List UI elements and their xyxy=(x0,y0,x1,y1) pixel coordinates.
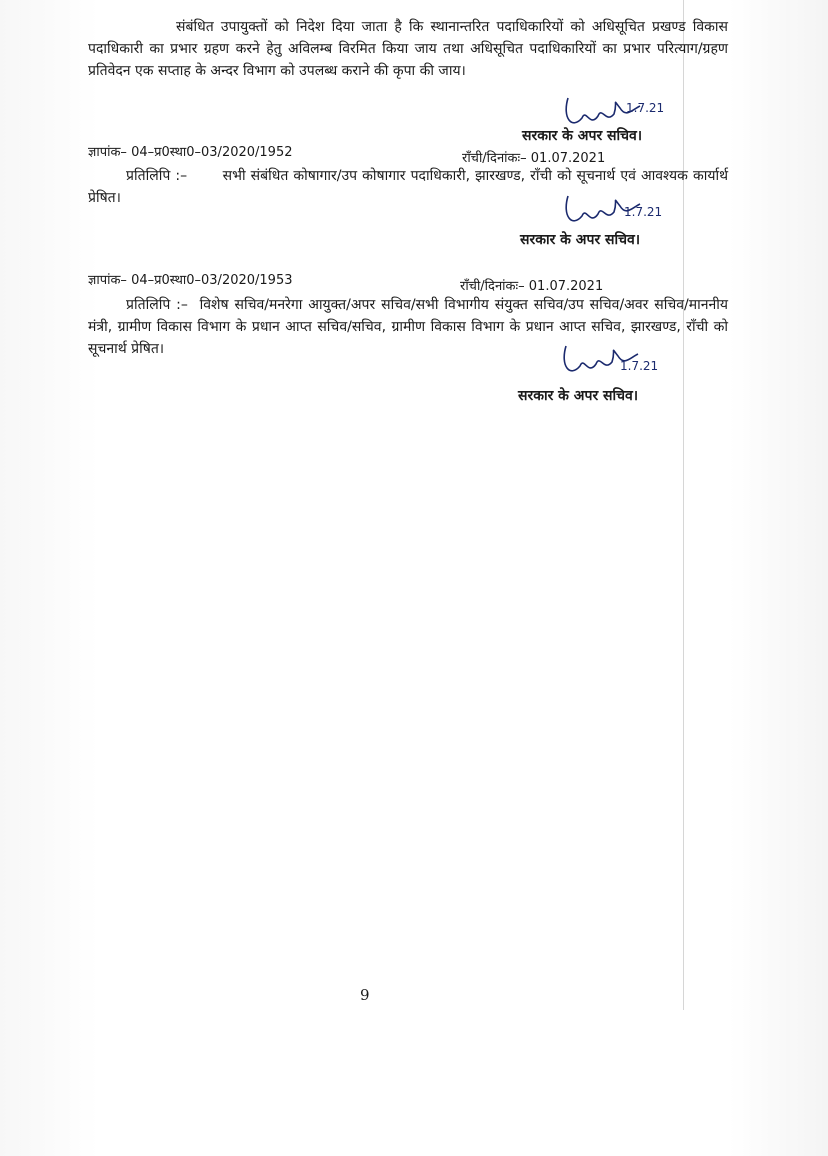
signature-2 xyxy=(560,186,663,236)
page-number: 9 xyxy=(360,986,370,1004)
cc-label-1: प्रतिलिपि :– xyxy=(126,168,188,184)
main-paragraph: संबंधित उपायुक्तों को निदेश दिया जाता है कि स्थानान्तरित पदाधिकारियों को अधिसूचित प्रखण्ड विकास पदाधिकारी का प्रभार ग्रहण करने हेतु अविलम्ब विरमित किया जाय तथा अधिसूचित पदाधिकारियों का प्रभार परित्याग/ग्रहण प्रतिवेदन एक सप्ताह के अन्दर विभाग को उपलब्ध कराने की कृपा की जाय। xyxy=(88,19,728,79)
signature-date-1: 1.7.21 xyxy=(626,101,665,115)
cc-text-1: सभी संबंधित कोषागार/उप कोषागार पदाधिकारी, झारखण्ड, राँची को सूचनार्थ एवं आवश्यक कार्यार्थ प्रेषित। xyxy=(88,168,729,206)
signatory-title-3: सरकार के अपर सचिव। xyxy=(518,388,639,404)
reference-1: ज्ञापांक– 04–प्र0स्था0–03/2020/1952 xyxy=(88,145,293,160)
signature-date-3: 1.7.21 xyxy=(620,359,659,373)
cc-text-2: विशेष सचिव/मनरेगा आयुक्त/अपर सचिव/सभी विभागीय संयुक्त सचिव/उप सचिव/अवर सचिव/माननीय मंत्री, ग्रामीण विकास विभाग के प्रधान आप्त सचिव/सचिव, ग्रामीण विकास विभाग के प्रधान आप्त सचिव, झारखण्ड, राँची को सूचनार्थ प्रेषित। xyxy=(88,297,728,357)
signature-date-2: 1.7.21 xyxy=(624,205,663,219)
signatory-title-1: सरकार के अपर सचिव। xyxy=(522,128,643,144)
reference-2: ज्ञापांक– 04–प्र0स्था0–03/2020/1953 xyxy=(88,273,293,288)
date-2: राँची/दिनांकः– 01.07.2021 xyxy=(460,279,604,294)
signatory-title-2: सरकार के अपर सचिव। xyxy=(520,232,641,248)
signature-3 xyxy=(558,336,658,386)
date-1: राँची/दिनांकः– 01.07.2021 xyxy=(462,151,606,166)
fold-line xyxy=(683,0,684,1010)
cc-label-2: प्रतिलिपि :– xyxy=(126,297,188,313)
